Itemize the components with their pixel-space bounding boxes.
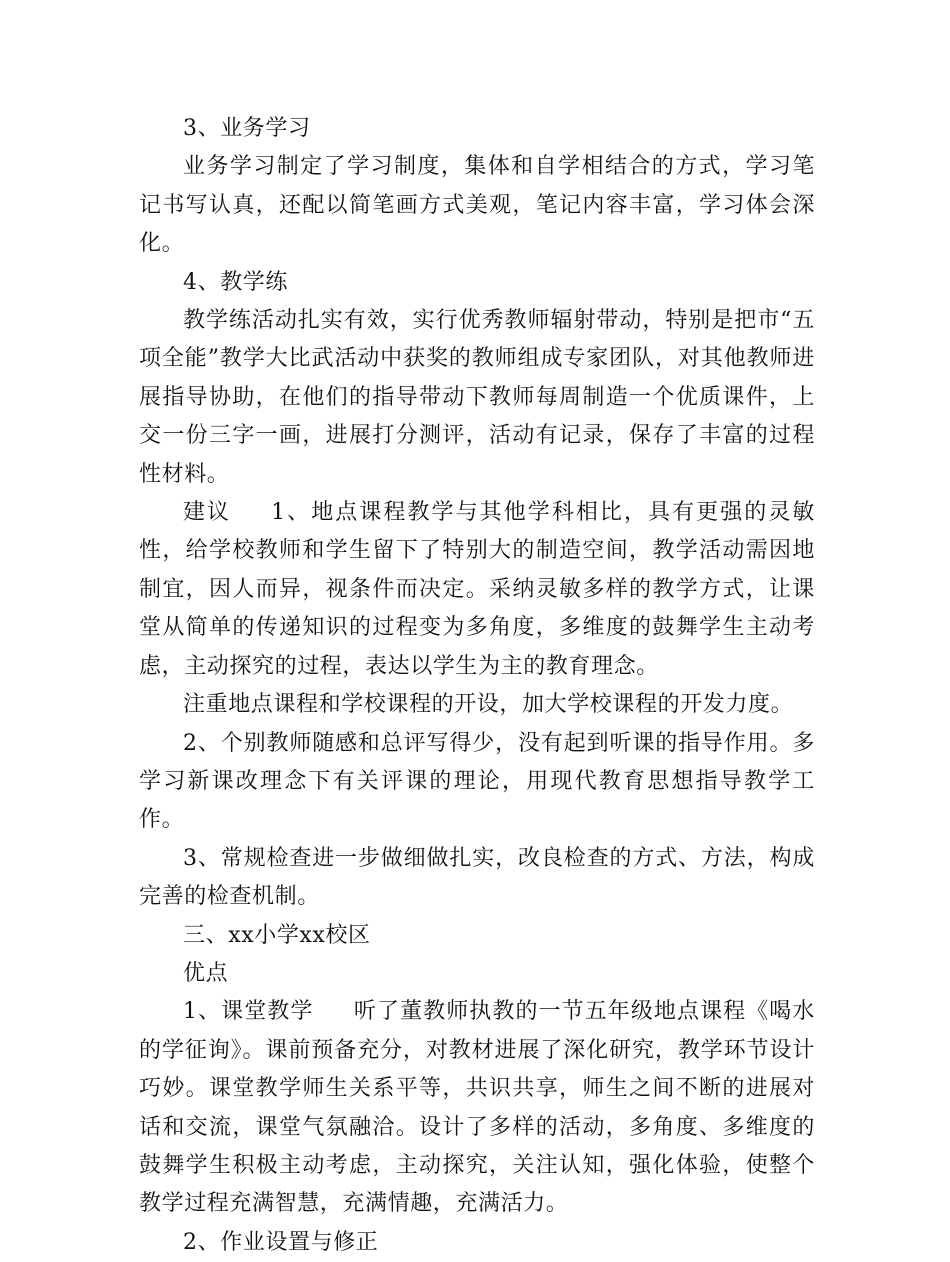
document-body [139,110,815,1262]
paragraph-local-course: 注重地点课程和学校课程的开设，加大学校课程的开发力度。 [183,692,794,718]
suggestion-lead: 建议 [183,500,232,526]
paragraph-teaching-practice: 教学练活动扎实有效，实行优秀教师辐射带动，特别是把市“五项全能”教学大比武活动中获奖的教师组成专家团队，对其他教师进展指导协助，在他们的指导带动下教师每周制造一个优质课件，上交一份三字一画，进展打分测评，活动有记录，保存了丰富的过程性材料。 [139,308,815,487]
paragraph-business-study: 业务学习制定了学习制度，集体和自学相结合的方式，学习笔记书写认真，还配以简笔画方式美观，笔记内容丰富，学习体会深化。 [139,154,815,257]
paragraph-suggestion-1 [139,494,815,686]
suggestion-text: 1、地点课程教学与其他学科相比，具有更强的灵敏性，给学校教师和学生留下了特别大的制造空间，教学活动需因地制宜，因人而异，视条件而决定。采纳灵敏多样的教学方式，让课堂从简单的传递知识的过程变为多角度，多维度的鼓舞学生主动考虑，主动探究的过程，表达以学生为主的教育理念。 [139,500,815,679]
heading-business-study: 3、业务学习 [183,116,311,141]
heading-teaching-practice: 4、教学练 [183,269,288,295]
classroom-text: 听了董教师执教的一节五年级地点课程《喝水的学征询》。课前预备充分，对教材进展了深化研究，教学环节设计巧妙。课堂教学师生关系平等，共识共享，师生之间不断的进展对话和交流，课堂气氛融洽。设计了多样的活动，多角度、多维度的鼓舞学生积极主动考虑，主动探究，关注认知，强化体验，使整个教学过程充满智慧，充满情趣，充满活力。 [139,999,815,1217]
heading-strengths: 优点 [183,960,229,986]
heading-homework: 2、作业设置与修正 [183,1229,379,1255]
paragraph-suggestion-2: 2、个别教师随感和总评写得少，没有起到听课的指导作用。多学习新课改理念下有关评课的理论，用现代教育思想指导教学工作。 [139,730,815,833]
paragraph-suggestion-3: 3、常规检查进一步做细做扎实，改良检查的方式、方法，构成完善的检查机制。 [139,845,815,910]
heading-section-three: 三、xx小学xx校区 [183,922,371,948]
classroom-lead: 1、课堂教学 [183,999,314,1025]
paragraph-classroom-teaching [139,993,815,1223]
